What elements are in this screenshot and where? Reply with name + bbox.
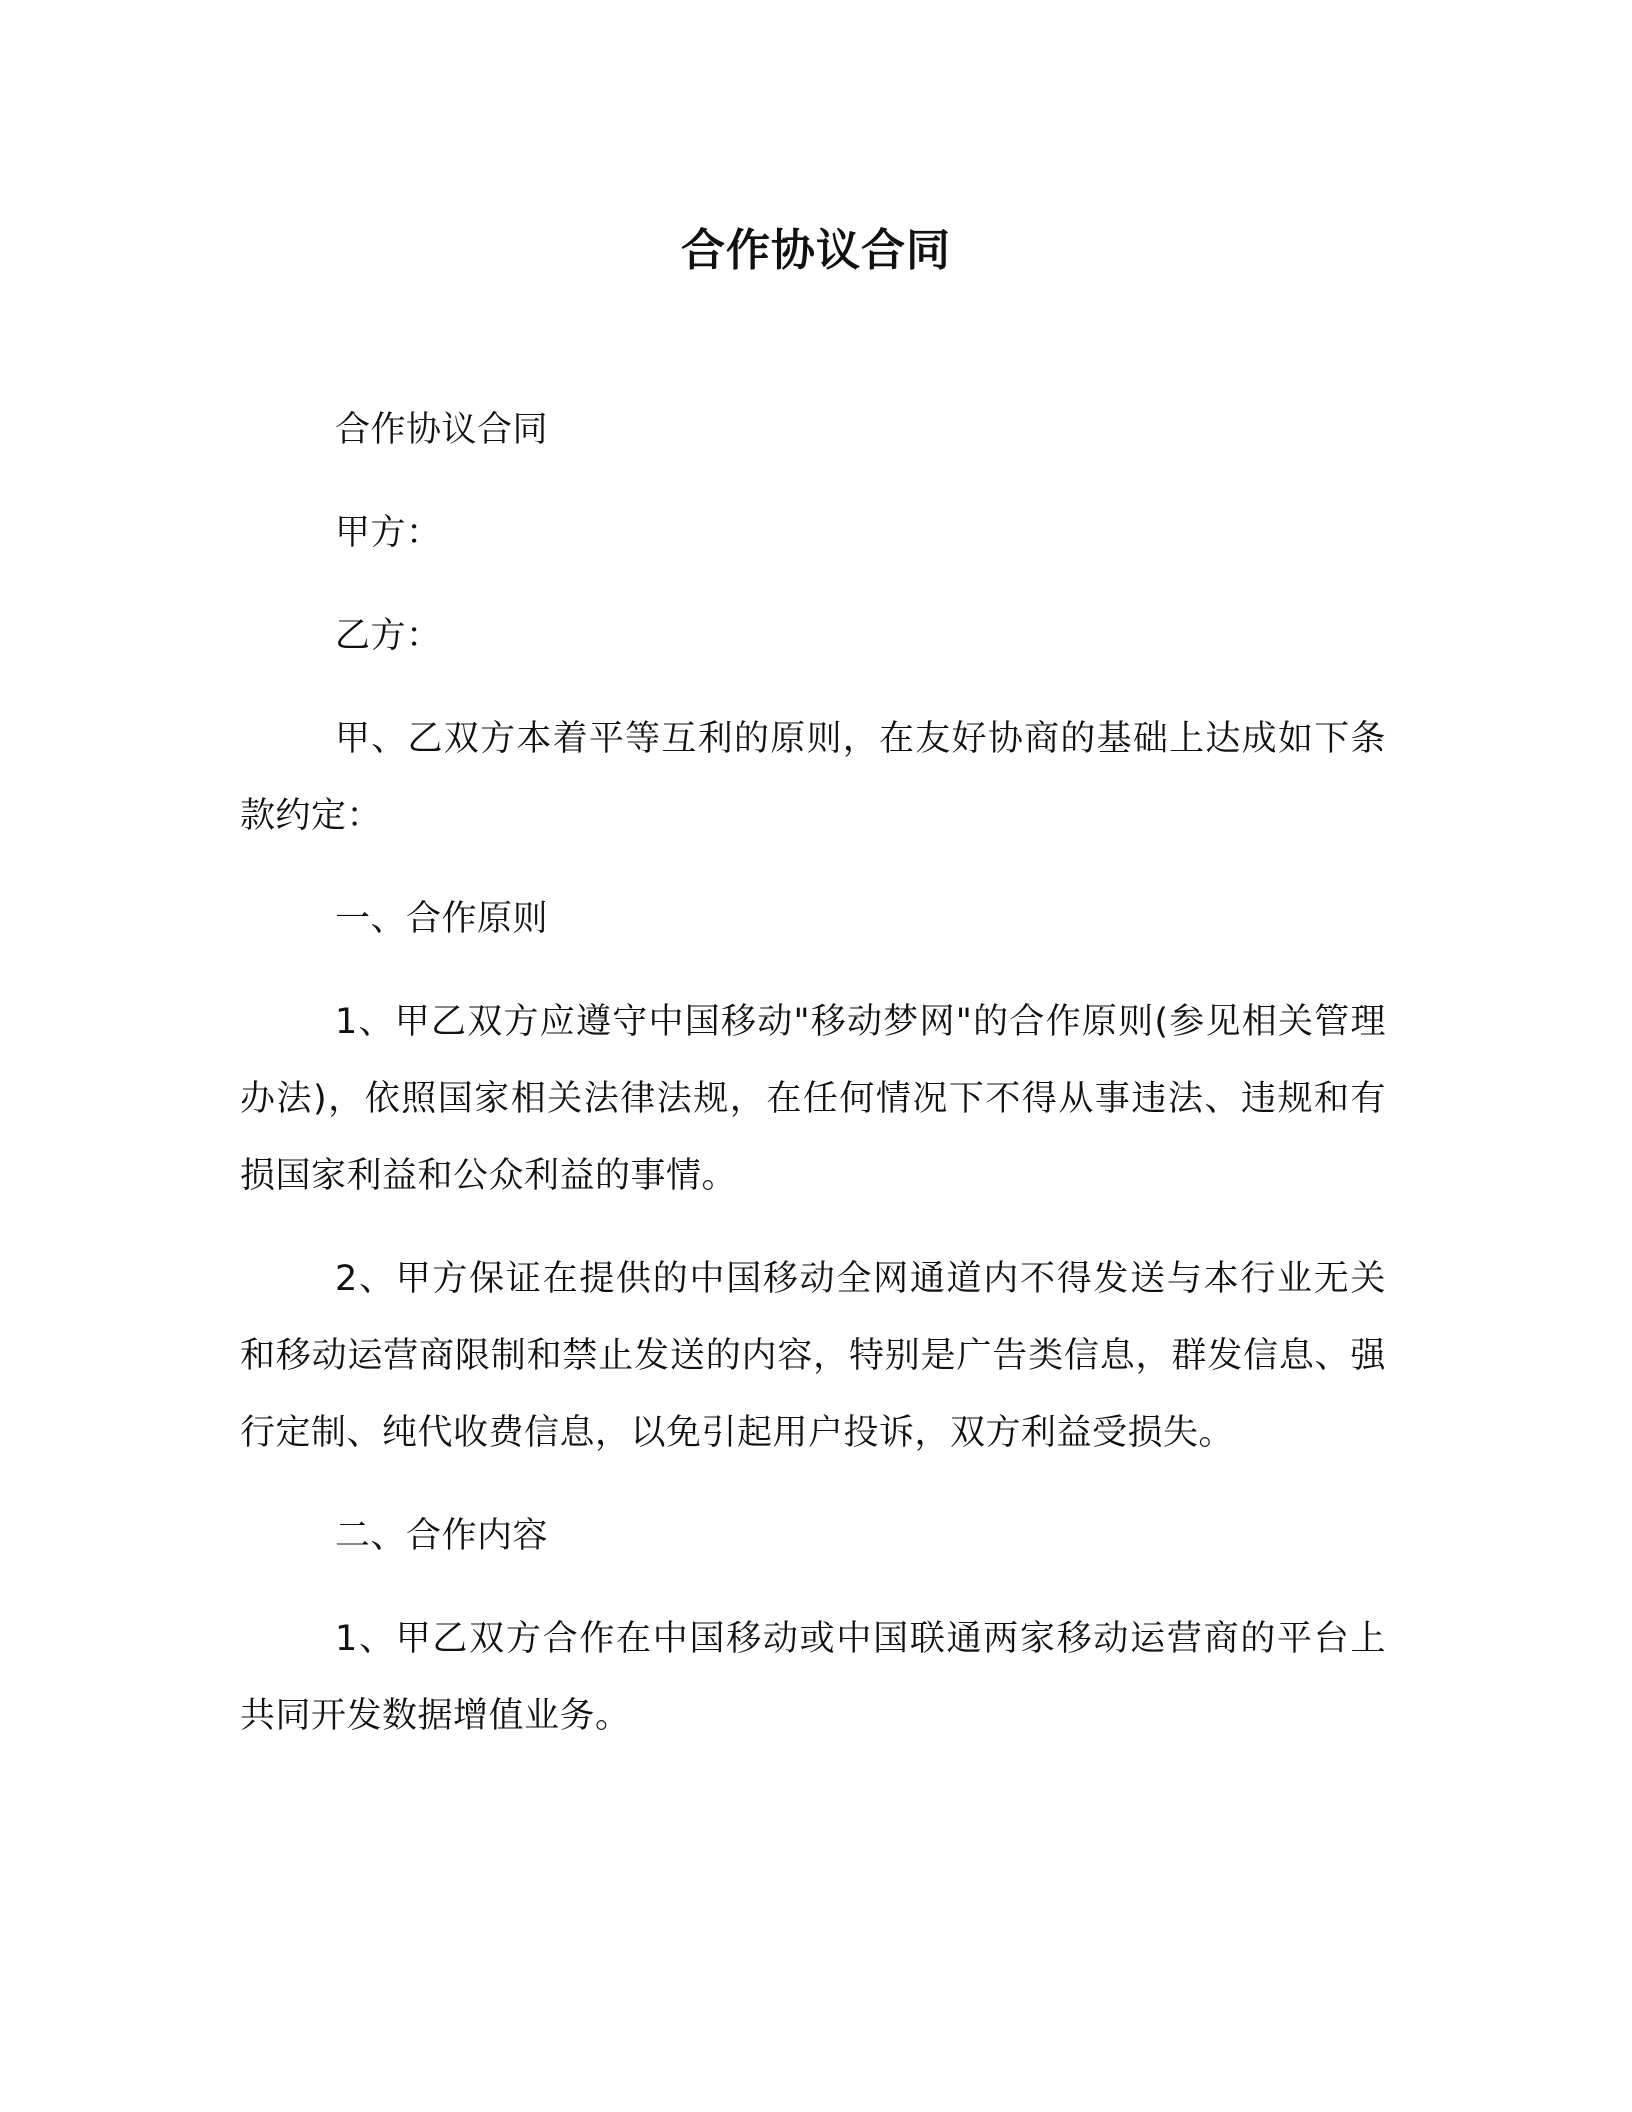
section-heading-1: 一、合作原则 [335, 899, 549, 939]
clause-1-1: 1、甲乙双方应遵守中国移动"移动梦网"的合作原则(参见相关管理办法)，依照国家相关法律法规，在任何情况下不得从事违法、违规和有损国家利益和公众利益的事情。 [240, 1002, 1386, 1196]
document-body [240, 392, 1386, 1781]
clause-1-2: 2、甲方保证在提供的中国移动全网通道内不得发送与本行业无关和移动运营商限制和禁止发送的内容，特别是广告类信息，群发信息、强行定制、纯代收费信息，以免引起用户投诉，双方利益受损失。 [240, 1259, 1386, 1453]
subtitle-paragraph: 合作协议合同 [335, 410, 549, 450]
party-a-line: 甲方： [335, 513, 442, 553]
preamble-paragraph: 甲、乙双方本着平等互利的原则，在友好协商的基础上达成如下条款约定： [240, 719, 1386, 836]
clause-2-1: 1、甲乙双方合作在中国移动或中国联通两家移动运营商的平台上共同开发数据增值业务。 [240, 1619, 1386, 1736]
party-b-line: 乙方： [335, 616, 442, 656]
section-heading-2: 二、合作内容 [335, 1516, 549, 1556]
page-title: 合作协议合同 [681, 225, 951, 276]
